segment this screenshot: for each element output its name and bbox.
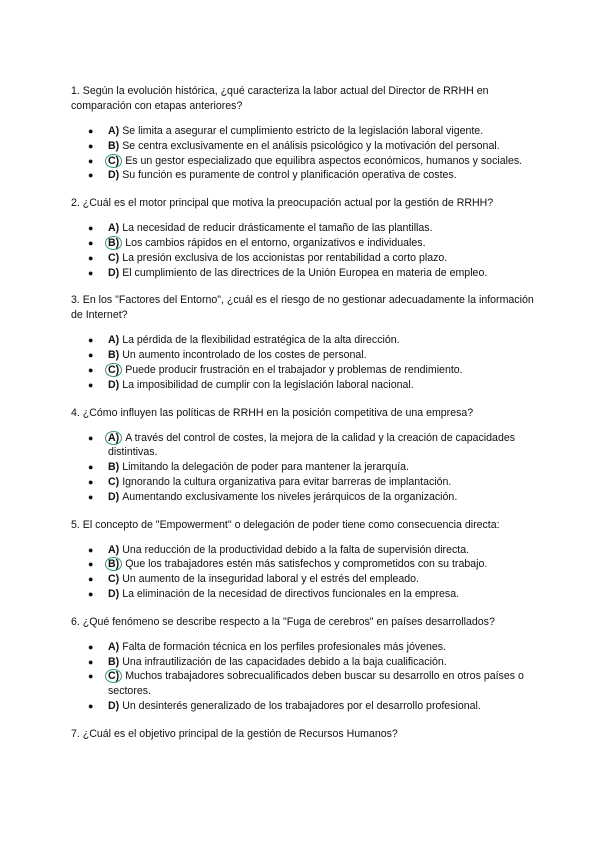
bullet-icon: ●	[88, 379, 94, 390]
option-b	[71, 557, 536, 572]
quiz-document	[71, 84, 536, 752]
option-letter: D)	[108, 266, 120, 279]
question-1	[71, 84, 536, 183]
option-c	[71, 154, 536, 169]
bullet-icon: ●	[88, 140, 94, 151]
option-d	[71, 490, 536, 505]
option-letter: C)	[108, 251, 120, 264]
option-letter: B)	[108, 139, 120, 152]
option-text: Su función es puramente de control y planificación operativa de costes.	[122, 169, 457, 182]
option-list	[71, 333, 536, 392]
bullet-icon: ●	[88, 462, 94, 473]
question-5	[71, 518, 536, 602]
option-text: Ignorando la cultura organizativa para evitar barreras de implantación.	[122, 475, 452, 488]
option-b	[71, 655, 536, 670]
option-b	[71, 236, 536, 251]
question-3	[71, 293, 536, 392]
option-text: Aumentando exclusivamente los niveles jerárquicos de la organización.	[122, 490, 458, 503]
bullet-icon: ●	[88, 656, 94, 667]
bullet-icon: ●	[88, 364, 94, 375]
option-letter: B)	[108, 461, 120, 474]
option-letter: C)	[108, 475, 120, 488]
option-text: Se centra exclusivamente en el análisis psicológico y la motivación del personal.	[122, 139, 500, 152]
option-list	[71, 640, 536, 714]
option-text: Es un gestor especializado que equilibra aspectos económicos, humanos y sociales.	[125, 154, 523, 167]
question-text: 5. El concepto de "Empowerment" o delegación de poder tiene como consecuencia directa:	[71, 518, 500, 531]
option-text: Muchos trabajadores sobrecualificados deben buscar su desarrollo en otros países o sectores.	[108, 670, 524, 698]
option-letter: A)	[108, 334, 120, 347]
option-list	[71, 431, 536, 505]
option-a	[71, 543, 536, 558]
option-text: Una infrautilización de las capacidades debido a la baja cualificación.	[122, 655, 447, 668]
option-c	[71, 251, 536, 266]
option-letter: B)	[108, 655, 120, 668]
bullet-icon: ●	[88, 252, 94, 263]
option-d	[71, 168, 536, 183]
bullet-icon: ●	[88, 574, 94, 585]
option-text: Una reducción de la productividad debido a la falta de supervisión directa.	[122, 543, 470, 556]
option-d	[71, 378, 536, 393]
option-letter: A)	[108, 222, 120, 235]
correct-answer-circle: B)	[105, 557, 122, 571]
option-text: Un aumento de la inseguridad laboral y el estrés del empleado.	[122, 573, 419, 586]
option-a	[71, 640, 536, 655]
question-text: 2. ¿Cuál es el motor principal que motiva la preocupación actual por la gestión de RRHH?	[71, 197, 494, 210]
option-text: A través del control de costes, la mejora de la calidad y la creación de capacidades distintivas.	[108, 431, 516, 459]
option-text: Un desinterés generalizado de los trabajadores por el desarrollo profesional.	[122, 699, 481, 712]
question-text: 4. ¿Cómo influyen las políticas de RRHH en la posición competitiva de una empresa?	[71, 406, 474, 419]
option-c	[71, 669, 536, 699]
question-6	[71, 615, 536, 714]
bullet-icon: ●	[88, 223, 94, 234]
correct-answer-circle: B)	[105, 236, 122, 250]
option-b	[71, 348, 536, 363]
bullet-icon: ●	[88, 267, 94, 278]
option-text: Falta de formación técnica en los perfiles profesionales más jóvenes.	[122, 640, 447, 653]
option-letter: D)	[108, 587, 120, 600]
option-text: Un aumento incontrolado de los costes de personal.	[122, 349, 367, 362]
option-letter: B)	[108, 349, 120, 362]
option-text: Puede producir frustración en el trabajador y problemas de rendimiento.	[125, 363, 463, 376]
option-text: El cumplimiento de las directrices de la Unión Europea en materia de empleo.	[122, 266, 488, 279]
bullet-icon: ●	[88, 155, 94, 166]
option-text: Los cambios rápidos en el entorno, organizativos e individuales.	[125, 236, 426, 249]
question-4	[71, 406, 536, 505]
option-d	[71, 699, 536, 714]
option-letter: A)	[108, 640, 120, 653]
bullet-icon: ●	[88, 350, 94, 361]
option-text: La pérdida de la flexibilidad estratégica de la alta dirección.	[122, 334, 400, 347]
bullet-icon: ●	[88, 588, 94, 599]
bullet-icon: ●	[88, 671, 94, 682]
correct-answer-circle: C)	[105, 363, 122, 377]
bullet-icon: ●	[88, 700, 94, 711]
option-text: Limitando la delegación de poder para mantener la jerarquía.	[122, 461, 409, 474]
option-text: La eliminación de la necesidad de directivos funcionales en la empresa.	[122, 587, 460, 600]
question-7	[71, 727, 536, 742]
bullet-icon: ●	[88, 544, 94, 555]
correct-answer-circle: A)	[105, 431, 122, 445]
option-letter: D)	[108, 490, 120, 503]
question-text: 3. En los "Factores del Entorno", ¿cuál es el riesgo de no gestionar adecuadamente la información de Internet?	[71, 294, 534, 322]
option-letter: D)	[108, 169, 120, 182]
option-c	[71, 572, 536, 587]
option-a	[71, 221, 536, 236]
option-a	[71, 333, 536, 348]
bullet-icon: ●	[88, 559, 94, 570]
option-c	[71, 475, 536, 490]
option-text: La necesidad de reducir drásticamente el tamaño de las plantillas.	[122, 222, 433, 235]
option-b	[71, 139, 536, 154]
correct-answer-circle: C)	[105, 154, 122, 168]
option-text: La presión exclusiva de los accionistas por rentabilidad a corto plazo.	[122, 251, 448, 264]
option-a	[71, 431, 536, 461]
option-a	[71, 124, 536, 139]
option-list	[71, 221, 536, 280]
option-list	[71, 543, 536, 602]
option-letter: D)	[108, 699, 120, 712]
bullet-icon: ●	[88, 126, 94, 136]
bullet-icon: ●	[88, 476, 94, 487]
bullet-icon: ●	[88, 641, 94, 652]
option-letter: A)	[108, 125, 120, 137]
option-letter: C)	[108, 573, 120, 586]
option-d	[71, 266, 536, 281]
option-letter: A)	[108, 543, 120, 556]
bullet-icon: ●	[88, 170, 94, 181]
question-text: 7. ¿Cuál es el objetivo principal de la gestión de Recursos Humanos?	[71, 727, 398, 740]
option-text: Se limita a asegurar el cumplimiento estricto de la legislación laboral vigente.	[122, 125, 484, 137]
question-text: 1. Según la evolución histórica, ¿qué caracteriza la labor actual del Director de RRHH en comparación con etapas anteriores?	[71, 85, 489, 112]
question-text: 6. ¿Qué fenómeno se describe respecto a la "Fuga de cerebros" en países desarrollados?	[71, 615, 495, 628]
option-text: Que los trabajadores estén más satisfechos y comprometidos con su trabajo.	[125, 558, 488, 571]
bullet-icon: ●	[88, 335, 94, 346]
option-b	[71, 460, 536, 475]
correct-answer-circle: C)	[105, 669, 122, 683]
option-list	[71, 124, 536, 183]
bullet-icon: ●	[88, 432, 94, 443]
option-letter: D)	[108, 378, 120, 391]
question-2	[71, 196, 536, 280]
option-c	[71, 363, 536, 378]
option-text: La imposibilidad de cumplir con la legislación laboral nacional.	[122, 378, 414, 391]
option-d	[71, 587, 536, 602]
bullet-icon: ●	[88, 237, 94, 248]
bullet-icon: ●	[88, 491, 94, 502]
